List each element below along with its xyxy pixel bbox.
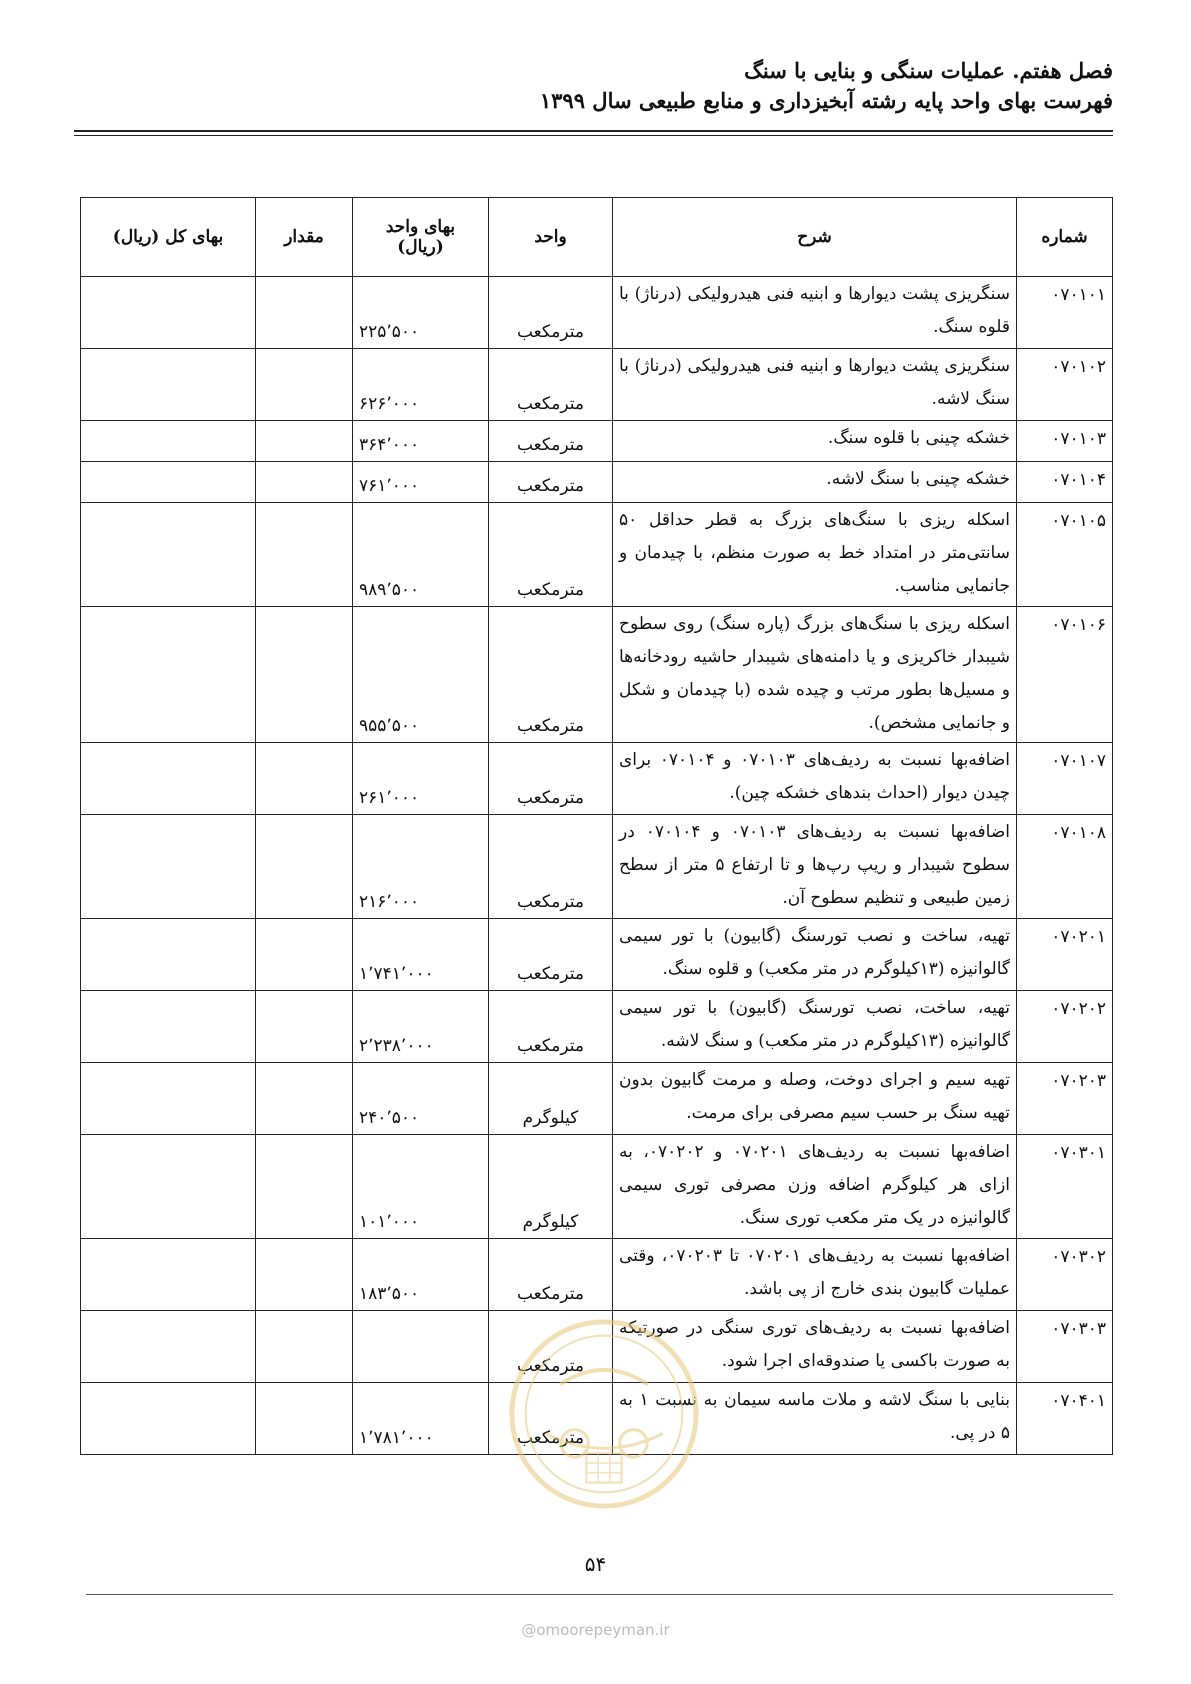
item-unit-price: ۳۶۴٬۰۰۰ xyxy=(353,421,489,462)
item-code: ۰۷۰۴۰۱ xyxy=(1017,1383,1113,1455)
item-unit-price: ۱٬۷۴۱٬۰۰۰ xyxy=(353,919,489,991)
item-total xyxy=(81,607,256,743)
item-code: ۰۷۰۲۰۱ xyxy=(1017,919,1113,991)
header-rule-thick xyxy=(74,130,1113,132)
table-row xyxy=(81,1063,1113,1135)
item-quantity xyxy=(256,1383,353,1455)
item-description: اضافه‌بها نسبت به ردیف‌های ۰۷۰۲۰۱ تا ۰۷۰۲۰۳، وقتی عملیات گابیون بندی خارج از پی باشد. xyxy=(613,1239,1017,1311)
item-unit-price: ۲۱۶٬۰۰۰ xyxy=(353,815,489,919)
item-code: ۰۷۰۳۰۳ xyxy=(1017,1311,1113,1383)
item-code: ۰۷۰۱۰۶ xyxy=(1017,607,1113,743)
item-quantity xyxy=(256,607,353,743)
item-unit-price: ۷۶۱٬۰۰۰ xyxy=(353,462,489,503)
table-row xyxy=(81,607,1113,743)
item-quantity xyxy=(256,462,353,503)
item-total xyxy=(81,1383,256,1455)
item-description: سنگریزی پشت دیوارها و ابنیه فنی هیدرولیکی (درناژ) با سنگ لاشه. xyxy=(613,349,1017,421)
column-header-quantity: مقدار xyxy=(256,198,353,277)
item-description: اضافه‌بها نسبت به ردیف‌های ۰۷۰۱۰۳ و ۰۷۰۱۰۴ برای چیدن دیوار (احداث بندهای خشکه چین). xyxy=(613,743,1017,815)
document-subtitle: فهرست بهای واحد پایه رشته آبخیزداری و منابع طبیعی سال ۱۳۹۹ xyxy=(539,88,1113,113)
item-total xyxy=(81,1311,256,1383)
item-unit-price: ۱۰۱٬۰۰۰ xyxy=(353,1135,489,1239)
item-description: بنایی با سنگ لاشه و ملات ماسه سیمان به نسبت ۱ به ۵ در پی. xyxy=(613,1383,1017,1455)
item-unit-price: ۲۲۵٬۵۰۰ xyxy=(353,277,489,349)
item-quantity xyxy=(256,277,353,349)
item-unit: مترمکعب xyxy=(489,919,613,991)
item-description: تهیه، ساخت، نصب تورسنگ (گابیون) با تور سیمی گالوانیزه (۱۳کیلوگرم در متر مکعب) و سنگ لاشه. xyxy=(613,991,1017,1063)
item-unit: مترمکعب xyxy=(489,991,613,1063)
table-row xyxy=(81,503,1113,607)
table-body xyxy=(81,277,1113,1455)
watermark-url: @omoorepeyman.ir xyxy=(521,1621,670,1639)
item-total xyxy=(81,349,256,421)
column-header-unit: واحد xyxy=(489,198,613,277)
table-row xyxy=(81,1135,1113,1239)
item-unit-price: ۶۲۶٬۰۰۰ xyxy=(353,349,489,421)
item-description: تهیه، ساخت و نصب تورسنگ (گابیون) با تور سیمی گالوانیزه (۱۳کیلوگرم در متر مکعب) و قلوه سنگ. xyxy=(613,919,1017,991)
item-total xyxy=(81,743,256,815)
item-description: خشکه چینی با قلوه سنگ. xyxy=(613,421,1017,462)
item-code: ۰۷۰۱۰۵ xyxy=(1017,503,1113,607)
item-unit: مترمکعب xyxy=(489,607,613,743)
column-header-unit-price xyxy=(353,198,489,277)
item-quantity xyxy=(256,991,353,1063)
item-quantity xyxy=(256,1063,353,1135)
footer-rule xyxy=(86,1594,1113,1595)
item-quantity xyxy=(256,1239,353,1311)
item-description: تهیه سیم و اجرای دوخت، وصله و مرمت گابیون بدون تهیه سنگ بر حسب سیم مصرفی برای مرمت. xyxy=(613,1063,1017,1135)
table-row xyxy=(81,743,1113,815)
table-row xyxy=(81,919,1113,991)
item-unit: مترمکعب xyxy=(489,1239,613,1311)
item-code: ۰۷۰۱۰۷ xyxy=(1017,743,1113,815)
item-quantity xyxy=(256,743,353,815)
item-quantity xyxy=(256,815,353,919)
item-code: ۰۷۰۳۰۱ xyxy=(1017,1135,1113,1239)
item-total xyxy=(81,503,256,607)
item-code: ۰۷۰۱۰۳ xyxy=(1017,421,1113,462)
item-quantity xyxy=(256,1135,353,1239)
item-unit: مترمکعب xyxy=(489,421,613,462)
item-unit-price: ۹۸۹٬۵۰۰ xyxy=(353,503,489,607)
item-code: ۰۷۰۱۰۲ xyxy=(1017,349,1113,421)
column-header-total: بهای کل (ریال) xyxy=(81,198,256,277)
item-unit: مترمکعب xyxy=(489,743,613,815)
item-description: خشکه چینی با سنگ لاشه. xyxy=(613,462,1017,503)
column-header-description: شرح xyxy=(613,198,1017,277)
item-unit-price: ۹۵۵٬۵۰۰ xyxy=(353,607,489,743)
item-unit: مترمکعب xyxy=(489,277,613,349)
item-total xyxy=(81,1063,256,1135)
table-row xyxy=(81,991,1113,1063)
item-description: اضافه‌بها نسبت به ردیف‌های ۰۷۰۱۰۳ و ۰۷۰۱۰۴ در سطوح شیبدار و ریپ رپ‌ها و تا ارتفاع ۵ متر از سطح زمین طبیعی و تنظیم سطوح آن. xyxy=(613,815,1017,919)
item-total xyxy=(81,991,256,1063)
column-header-code: شماره xyxy=(1017,198,1113,277)
item-quantity xyxy=(256,503,353,607)
chapter-title: فصل هفتم. عملیات سنگی و بنایی با سنگ xyxy=(744,58,1113,83)
item-code: ۰۷۰۱۰۴ xyxy=(1017,462,1113,503)
item-quantity xyxy=(256,919,353,991)
header-rule-thin xyxy=(74,135,1113,136)
item-description: اضافه‌بها نسبت به ردیف‌های توری سنگی در صورتیکه به صورت باکسی یا صندوقه‌ای اجرا شود. xyxy=(613,1311,1017,1383)
item-unit: کیلوگرم xyxy=(489,1063,613,1135)
item-unit-price xyxy=(353,1311,489,1383)
unit-price-header-line2: (ریال) xyxy=(397,237,444,257)
item-quantity xyxy=(256,421,353,462)
item-unit-price: ۲۴۰٬۵۰۰ xyxy=(353,1063,489,1135)
item-code: ۰۷۰۱۰۸ xyxy=(1017,815,1113,919)
item-code: ۰۷۰۲۰۳ xyxy=(1017,1063,1113,1135)
item-total xyxy=(81,815,256,919)
item-unit: مترمکعب xyxy=(489,349,613,421)
table-header-row xyxy=(81,198,1113,277)
item-description: سنگریزی پشت دیوارها و ابنیه فنی هیدرولیکی (درناژ) با قلوه سنگ. xyxy=(613,277,1017,349)
item-description: اسکله ریزی با سنگ‌های بزرگ به قطر حداقل ۵۰ سانتی‌متر در امتداد خط به صورت منظم، با چیدمان و جانمایی مناسب. xyxy=(613,503,1017,607)
item-quantity xyxy=(256,349,353,421)
item-code: ۰۷۰۲۰۲ xyxy=(1017,991,1113,1063)
table-row xyxy=(81,1239,1113,1311)
page-number: ۵۴ xyxy=(584,1552,607,1576)
item-description: اضافه‌بها نسبت به ردیف‌های ۰۷۰۲۰۱ و ۰۷۰۲۰۲، به ازای هر کیلوگرم اضافه وزن مصرفی توری سیمی گالوانیزه در یک متر مکعب توری سنگ. xyxy=(613,1135,1017,1239)
item-code: ۰۷۰۱۰۱ xyxy=(1017,277,1113,349)
page-header xyxy=(78,56,1113,116)
item-unit-price: ۲۶۱٬۰۰۰ xyxy=(353,743,489,815)
item-total xyxy=(81,1239,256,1311)
item-unit-price: ۲٬۲۳۸٬۰۰۰ xyxy=(353,991,489,1063)
item-unit: کیلوگرم xyxy=(489,1135,613,1239)
table-row xyxy=(81,815,1113,919)
item-total xyxy=(81,1135,256,1239)
table-row xyxy=(81,277,1113,349)
item-unit: مترمکعب xyxy=(489,815,613,919)
table-row xyxy=(81,1383,1113,1455)
item-unit: مترمکعب xyxy=(489,503,613,607)
unit-price-header-line1: بهای واحد xyxy=(385,217,456,237)
table-row xyxy=(81,1311,1113,1383)
item-unit: مترمکعب xyxy=(489,462,613,503)
table-row xyxy=(81,421,1113,462)
item-unit-price: ۱۸۳٬۵۰۰ xyxy=(353,1239,489,1311)
item-unit: مترمکعب xyxy=(489,1311,613,1383)
item-total xyxy=(81,277,256,349)
item-total xyxy=(81,462,256,503)
item-total xyxy=(81,421,256,462)
item-quantity xyxy=(256,1311,353,1383)
item-total xyxy=(81,919,256,991)
item-code: ۰۷۰۳۰۲ xyxy=(1017,1239,1113,1311)
item-unit: مترمکعب xyxy=(489,1383,613,1455)
item-unit-price: ۱٬۷۸۱٬۰۰۰ xyxy=(353,1383,489,1455)
table-row xyxy=(81,462,1113,503)
table-row xyxy=(81,349,1113,421)
price-list-table xyxy=(80,197,1113,1455)
item-description: اسکله ریزی با سنگ‌های بزرگ (پاره سنگ) روی سطوح شیبدار خاکریزی و یا دامنه‌های شیبدار حاشیه رودخانه‌ها و مسیل‌ها بطور مرتب و چیده شده (با چیدمان و شکل و جانمایی مشخص). xyxy=(613,607,1017,743)
